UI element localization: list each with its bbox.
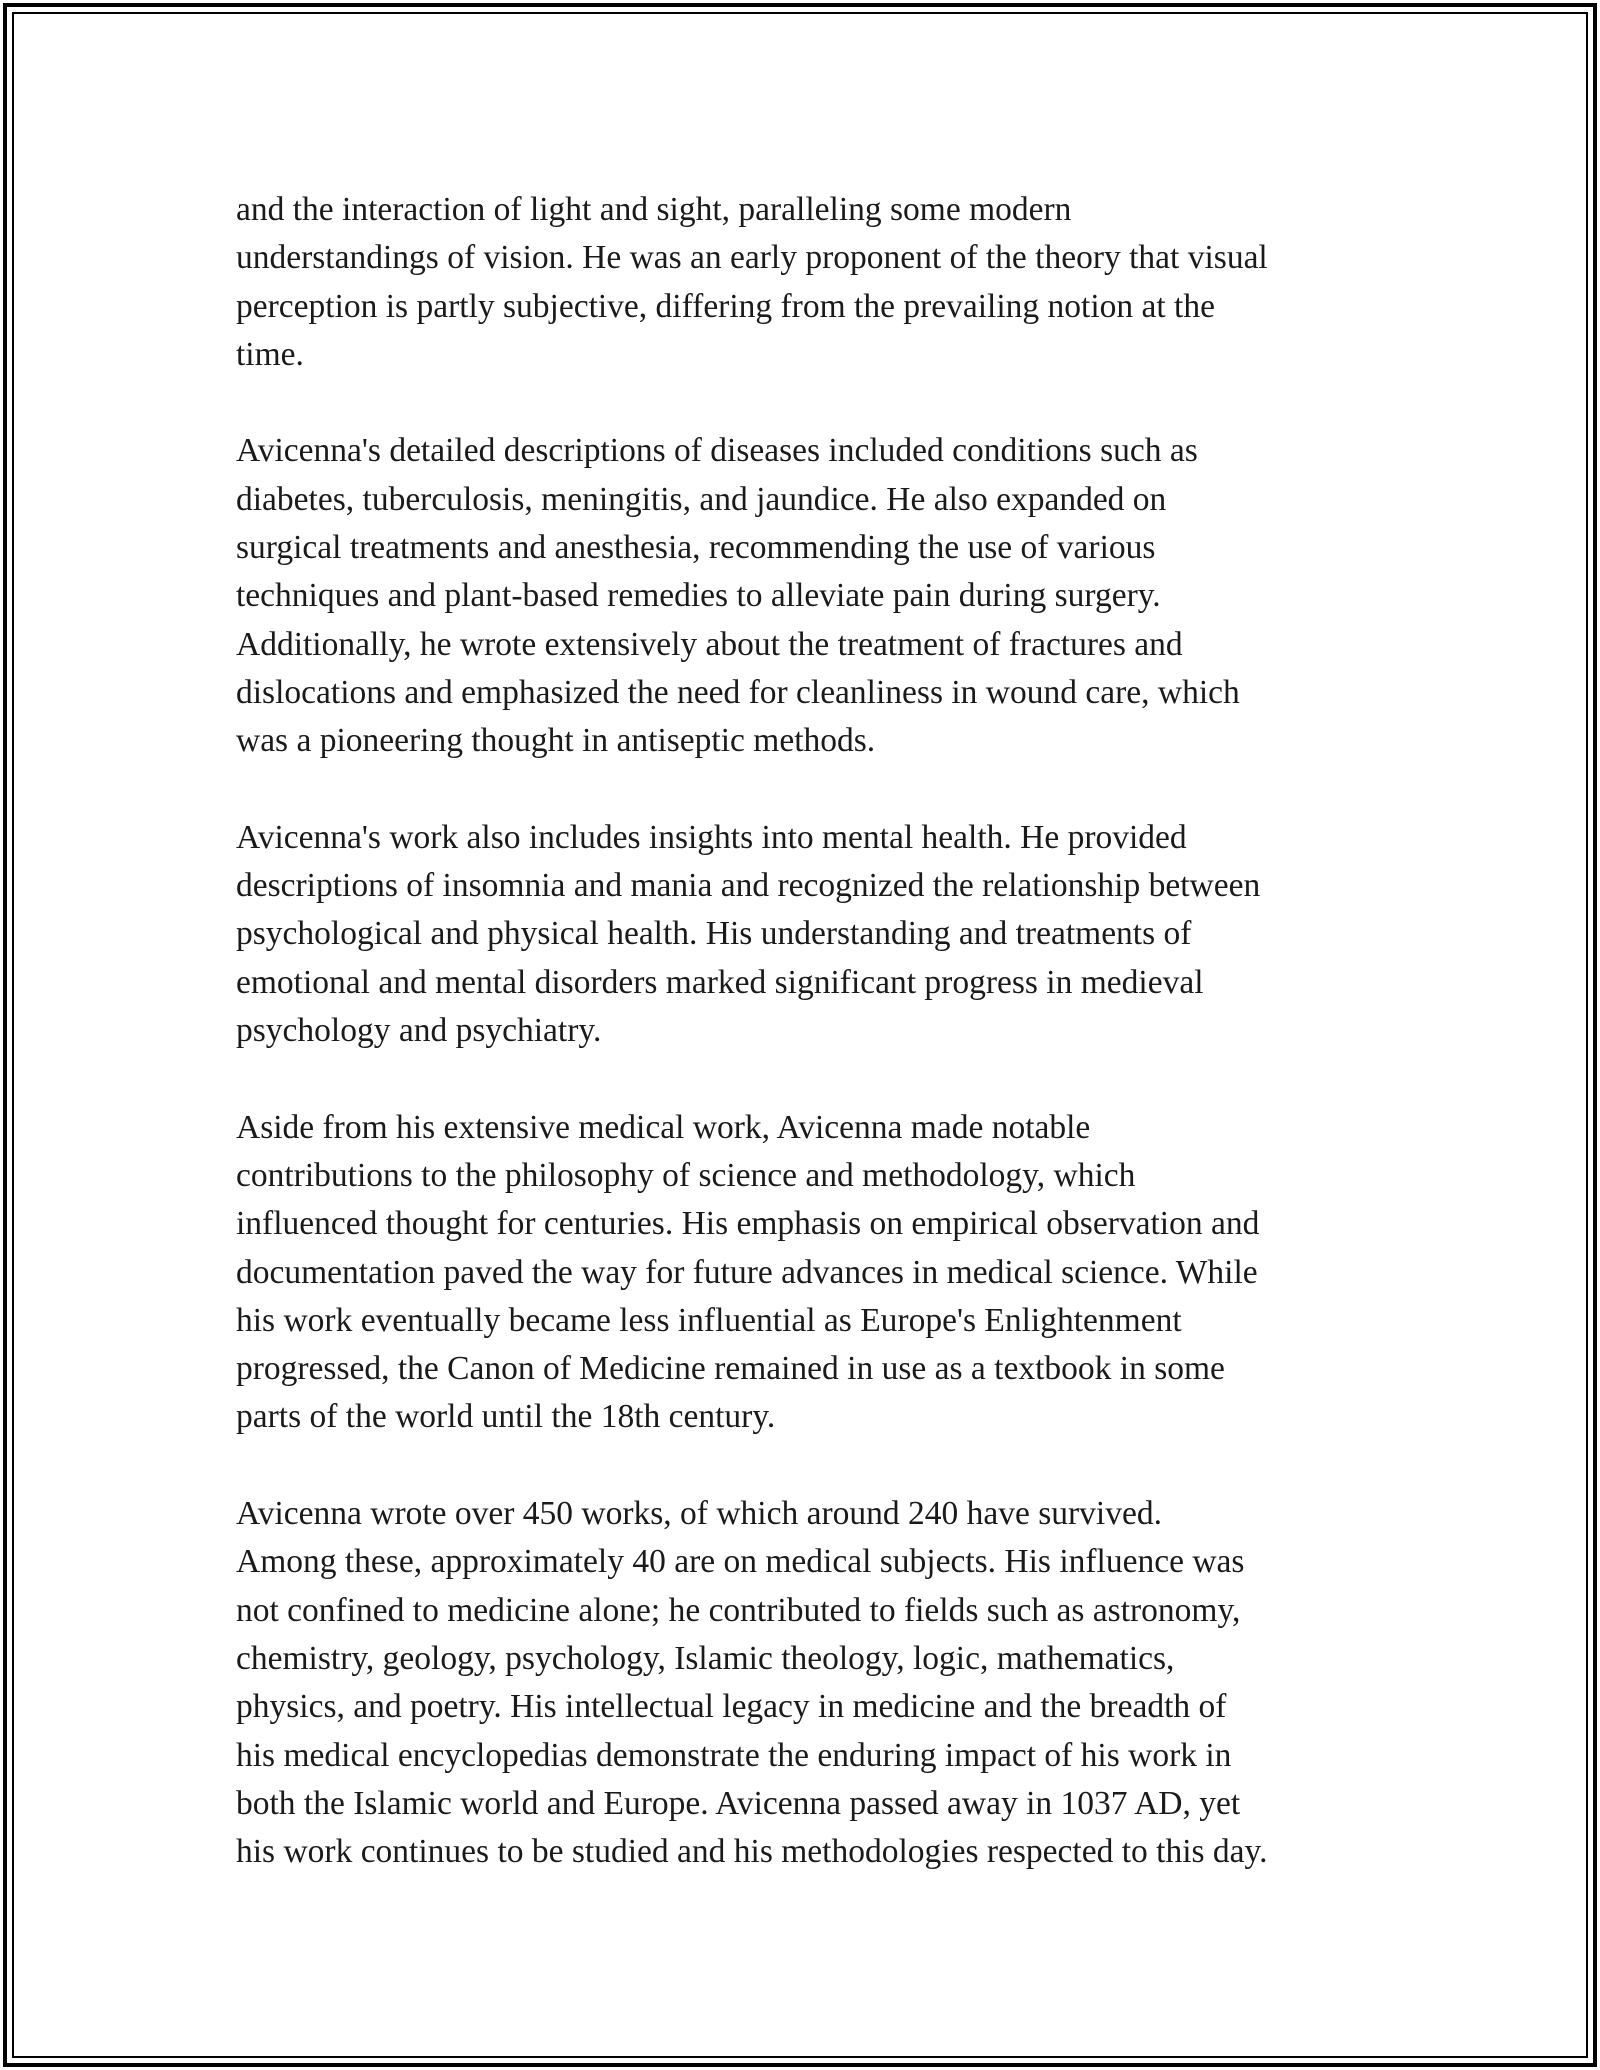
paragraph-diseases	[236, 427, 1396, 765]
paragraph-philosophy	[236, 1104, 1396, 1442]
text-line: understandings of vision. He was an early proponent of the theory that visual	[236, 239, 1268, 277]
text-line: Avicenna's detailed descriptions of diseases included conditions such as	[236, 432, 1198, 470]
paragraph-legacy	[236, 1490, 1396, 1876]
text-line: contributions to the philosophy of science and methodology, which	[236, 1156, 1136, 1194]
text-line: descriptions of insomnia and mania and recognized the relationship between	[236, 867, 1261, 905]
text-line: physics, and poetry. His intellectual legacy in medicine and the breadth of	[236, 1688, 1227, 1726]
text-line: his work eventually became less influential as Europe's Enlightenment	[236, 1301, 1182, 1339]
text-line: parts of the world until the 18th century.	[236, 1398, 776, 1436]
paragraph-vision	[236, 186, 1396, 379]
text-line: chemistry, geology, psychology, Islamic theology, logic, mathematics,	[236, 1639, 1175, 1677]
text-line: surgical treatments and anesthesia, recommending the use of various	[236, 529, 1156, 567]
text-line: perception is partly subjective, differing from the prevailing notion at the	[236, 287, 1215, 325]
text-line: diabetes, tuberculosis, meningitis, and jaundice. He also expanded on	[236, 480, 1167, 518]
text-line: his medical encyclopedias demonstrate the enduring impact of his work in	[236, 1736, 1232, 1774]
text-line: emotional and mental disorders marked significant progress in medieval	[236, 963, 1204, 1001]
paragraph-mental-health	[236, 814, 1396, 1055]
text-line: Aside from his extensive medical work, Avicenna made notable	[236, 1108, 1091, 1146]
text-line: documentation paved the way for future advances in medical science. While	[236, 1253, 1258, 1291]
text-line: his work continues to be studied and his methodologies respected to this day.	[236, 1833, 1268, 1871]
text-line: influenced thought for centuries. His emphasis on empirical observation and	[236, 1205, 1260, 1243]
text-line: Avicenna's work also includes insights into mental health. He provided	[236, 818, 1187, 856]
text-line: not confined to medicine alone; he contributed to fields such as astronomy,	[236, 1591, 1241, 1629]
text-line: psychology and psychiatry.	[236, 1012, 602, 1050]
text-line: techniques and plant-based remedies to alleviate pain during surgery.	[236, 577, 1161, 615]
text-line: was a pioneering thought in antiseptic methods.	[236, 722, 876, 760]
text-line: both the Islamic world and Europe. Avicenna passed away in 1037 AD, yet	[236, 1784, 1241, 1822]
text-line: Additionally, he wrote extensively about the treatment of fractures and	[236, 625, 1183, 663]
text-line: psychological and physical health. His understanding and treatments of	[236, 915, 1192, 953]
text-line: time.	[236, 335, 304, 373]
text-line: Among these, approximately 40 are on medical subjects. His influence was	[236, 1543, 1245, 1581]
text-line: dislocations and emphasized the need for cleanliness in wound care, which	[236, 673, 1240, 711]
document-body	[236, 186, 1396, 1925]
text-line: Avicenna wrote over 450 works, of which around 240 have survived.	[236, 1495, 1162, 1533]
text-line: and the interaction of light and sight, paralleling some modern	[236, 191, 1072, 228]
text-line: progressed, the Canon of Medicine remained in use as a textbook in some	[236, 1350, 1225, 1388]
